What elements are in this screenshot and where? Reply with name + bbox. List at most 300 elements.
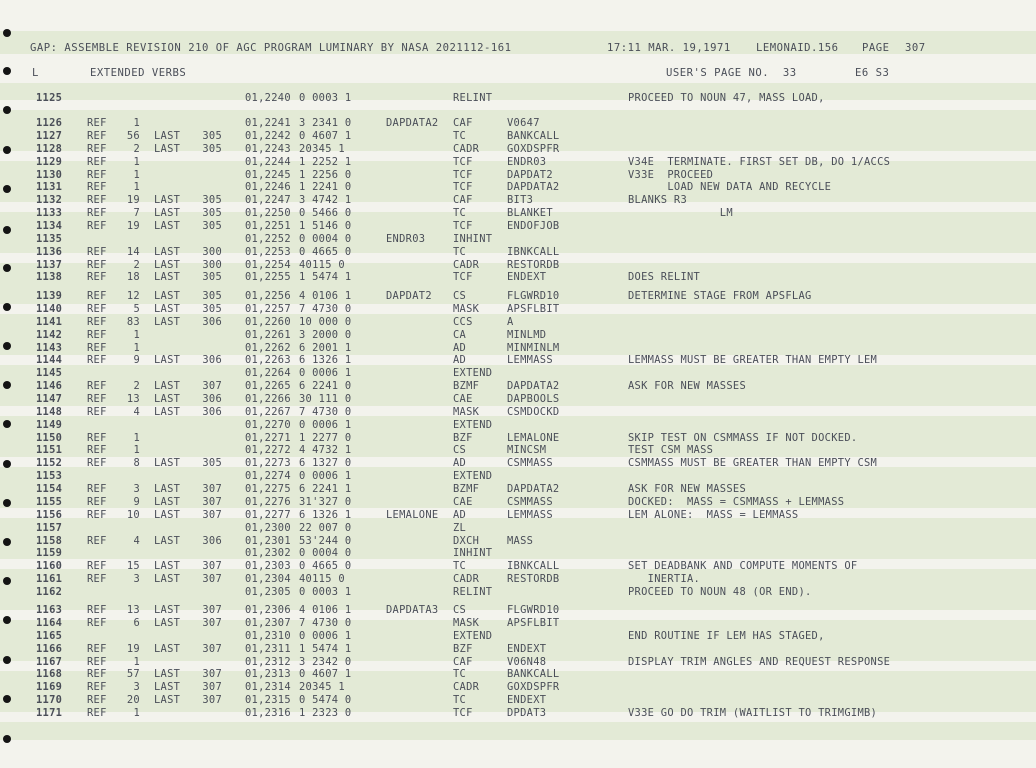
row-refnum: 56 [126,129,140,142]
row-operand: V06N48 [507,655,547,668]
row-addr: 01,2271 [245,431,291,444]
row-refnum: 19 [126,642,140,655]
row-comment: LOAD NEW DATA AND RECYCLE [628,181,832,194]
row-last: LAST [154,245,181,258]
row-code: 6 2241 1 [299,483,352,495]
row-last: LAST [154,302,181,315]
row-ref: REF [87,393,107,405]
row-operand: DAPDATA2 [507,181,560,194]
row-op: RELINT [453,586,493,598]
row-code: 0 5466 0 [299,207,352,220]
feed-hole [3,460,11,468]
row-refnum: 2 [133,258,140,271]
row-line: 1144 [36,354,63,367]
row-op: CCS [453,315,473,328]
row-code: 1 2241 0 [299,181,352,194]
feed-hole [3,538,11,546]
row-op: TCF [453,220,473,232]
row-operand: BIT3 [507,194,534,207]
feed-hole [3,735,11,743]
row-addr: 01,2307 [245,616,291,629]
feed-hole [3,577,11,585]
row-code: 0 0006 1 [299,470,352,483]
row-op: CADR [453,573,480,586]
row-code: 22 007 0 [299,521,352,534]
row-operand: LEMMASS [507,354,553,367]
row-code: 1 2277 0 [299,431,352,444]
row-line: 1170 [36,694,63,707]
row-addr: 01,2257 [245,302,291,315]
row-addr: 01,2265 [245,380,291,393]
row-addr: 01,2247 [245,194,291,207]
row-addr: 01,2254 [245,258,291,271]
row-code: 30 111 0 [299,393,352,405]
row-refnum: 7 [133,207,140,220]
row-code: 0 0006 1 [299,418,352,431]
row-refnum: 1 [133,431,140,444]
row-ref: REF [87,245,107,258]
row-line: 1130 [36,168,63,181]
row-op: TCF [453,155,473,168]
row-code: 0 4665 0 [299,245,352,258]
row-ref: REF [87,290,107,302]
row-op: CAF [453,117,473,129]
row-comment: V33E GO DO TRIM (WAITLIST TO TRIMGIMB) [628,707,878,719]
row-addr: 01,2264 [245,367,291,380]
row-comment: TEST CSM MASS [628,444,714,457]
row-lastnum: 305 [202,302,222,315]
row-op: INHINT [453,547,493,560]
greenbar-band [0,83,1036,100]
row-addr: 01,2263 [245,354,291,367]
row-operand: BLANKET [507,207,553,220]
row-op: AD [453,341,467,354]
row-addr: 01,2275 [245,483,291,495]
row-op: TC [453,207,467,220]
row-code: 0 0003 1 [299,92,352,104]
row-lastnum: 306 [202,315,222,328]
row-operand: DAPDATA2 [507,380,560,393]
row-ref: REF [87,207,107,220]
row-op: EXTEND [453,629,493,642]
row-lastnum: 307 [202,694,222,707]
row-comment: LM [628,207,733,220]
row-ref: REF [87,315,107,328]
row-refnum: 1 [133,341,140,354]
row-operand: CSMMASS [507,457,553,470]
row-addr: 01,2267 [245,405,291,418]
row-line: 1132 [36,194,63,207]
row-ref: REF [87,155,107,168]
row-refnum: 1 [133,155,140,168]
row-code: 4 4732 1 [299,444,352,457]
row-addr: 01,2303 [245,560,291,573]
row-code: 10 000 0 [299,315,352,328]
row-addr: 01,2240 [245,92,291,104]
row-last: LAST [154,483,181,495]
row-ref: REF [87,681,107,694]
row-comment: DOCKED: MASS = CSMMASS + LEMMASS [628,495,845,508]
row-code: 0 0006 1 [299,367,352,380]
greenbar-band [0,722,1036,740]
row-operand: DAPDATA2 [507,483,560,495]
row-refnum: 1 [133,707,140,719]
row-ref: REF [87,181,107,194]
row-comment: ASK FOR NEW MASSES [628,483,747,495]
row-op: AD [453,354,467,367]
row-operand: ENDEXT [507,694,547,707]
row-refnum: 1 [133,328,140,341]
row-lastnum: 305 [202,129,222,142]
row-last: LAST [154,534,181,547]
feed-hole [3,264,11,272]
row-comment: INERTIA. [628,573,701,586]
row-op: TC [453,129,467,142]
row-lastnum: 305 [202,142,222,155]
row-lastnum: 305 [202,271,222,284]
row-operand: IBNKCALL [507,560,560,573]
row-refnum: 3 [133,573,140,586]
row-line: 1152 [36,457,63,470]
row-op: DXCH [453,534,480,547]
row-lastnum: 306 [202,354,222,367]
row-last: LAST [154,573,181,586]
row-code: 0 0004 0 [299,547,352,560]
feed-hole [3,106,11,114]
row-operand: V0647 [507,117,540,129]
row-ref: REF [87,668,107,681]
row-line: 1164 [36,616,63,629]
row-refnum: 15 [126,560,140,573]
row-line: 1158 [36,534,63,547]
row-refnum: 2 [133,380,140,393]
row-code: 40115 0 [299,573,345,586]
row-op: RELINT [453,92,493,104]
row-op: CAE [453,393,473,405]
row-line: 1129 [36,155,63,168]
row-code: 6 1326 1 [299,354,352,367]
row-lastnum: 307 [202,642,222,655]
row-addr: 01,2272 [245,444,291,457]
row-op: EXTEND [453,418,493,431]
row-comment: LEMMASS MUST BE GREATER THAN EMPTY LEM [628,354,878,367]
feed-hole [3,499,11,507]
row-op: CAF [453,655,473,668]
row-refnum: 10 [126,508,140,521]
row-op: TCF [453,168,473,181]
row-lastnum: 305 [202,457,222,470]
row-code: 1 5146 0 [299,220,352,232]
row-operand: MASS [507,534,534,547]
feed-hole [3,342,11,350]
row-operand: ENDOFJOB [507,220,560,232]
row-operand: MINLMD [507,328,547,341]
row-operand: LEMMASS [507,508,553,521]
row-refnum: 5 [133,302,140,315]
row-ref: REF [87,354,107,367]
row-ref: REF [87,694,107,707]
row-op: INHINT [453,232,493,245]
source-file: LEMONAID.156 [756,42,839,54]
row-code: 1 5474 1 [299,642,352,655]
print-timestamp: 17:11 MAR. 19,1971 [607,42,731,54]
row-last: LAST [154,129,181,142]
row-last: LAST [154,315,181,328]
row-ref: REF [87,444,107,457]
row-refnum: 1 [133,168,140,181]
row-operand: A [507,315,514,328]
row-line: 1147 [36,393,63,405]
row-ref: REF [87,129,107,142]
row-code: 0 0006 1 [299,629,352,642]
row-refnum: 9 [133,495,140,508]
row-line: 1128 [36,142,63,155]
row-comment: SET DEADBANK AND COMPUTE MOMENTS OF [628,560,858,573]
row-code: 3 2341 0 [299,117,352,129]
row-ref: REF [87,341,107,354]
row-refnum: 8 [133,457,140,470]
row-addr: 01,2277 [245,508,291,521]
row-operand: ENDEXT [507,271,547,284]
row-comment: PROCEED TO NOUN 48 (OR END). [628,586,812,598]
row-lastnum: 307 [202,508,222,521]
row-op: CAF [453,194,473,207]
row-line: 1155 [36,495,63,508]
row-op: TC [453,560,467,573]
row-refnum: 1 [133,444,140,457]
row-op: BZF [453,642,473,655]
row-comment: CSMMASS MUST BE GREATER THAN EMPTY CSM [628,457,878,470]
row-line: 1134 [36,220,63,232]
row-last: LAST [154,457,181,470]
row-last: LAST [154,681,181,694]
row-addr: 01,2256 [245,290,291,302]
row-code: 53'244 0 [299,534,352,547]
row-comment: PROCEED TO NOUN 47, MASS LOAD, [628,92,825,104]
feed-hole [3,146,11,154]
row-op: EXTEND [453,367,493,380]
row-addr: 01,2313 [245,668,291,681]
row-addr: 01,2252 [245,232,291,245]
row-comment: BLANKS R3 [628,194,688,207]
row-line: 1146 [36,380,63,393]
row-addr: 01,2304 [245,573,291,586]
row-refnum: 4 [133,534,140,547]
row-last: LAST [154,604,181,616]
row-addr: 01,2306 [245,604,291,616]
row-op: TC [453,245,467,258]
row-line: 1148 [36,405,63,418]
row-ref: REF [87,573,107,586]
row-last: LAST [154,290,181,302]
row-addr: 01,2314 [245,681,291,694]
row-operand: ENDEXT [507,642,547,655]
row-ref: REF [87,168,107,181]
row-line: 1154 [36,483,63,495]
row-last: LAST [154,393,181,405]
row-code: 0 4665 0 [299,560,352,573]
row-code: 40115 0 [299,258,345,271]
row-ref: REF [87,271,107,284]
row-lastnum: 305 [202,194,222,207]
page-number: 307 [905,42,926,54]
row-refnum: 83 [126,315,140,328]
row-last: LAST [154,354,181,367]
row-refnum: 20 [126,694,140,707]
row-code: 7 4730 0 [299,302,352,315]
row-line: 1139 [36,290,63,302]
row-comment: LEM ALONE: MASS = LEMMASS [628,508,799,521]
row-op: TCF [453,707,473,719]
row-ref: REF [87,495,107,508]
row-ref: REF [87,604,107,616]
row-addr: 01,2315 [245,694,291,707]
row-op: AD [453,457,467,470]
row-last: LAST [154,258,181,271]
row-lastnum: 300 [202,245,222,258]
row-comment: V34E TERMINATE. FIRST SET DB, DO 1/ACCS [628,155,891,168]
row-ref: REF [87,707,107,719]
row-op: CADR [453,142,480,155]
row-code: 3 2342 0 [299,655,352,668]
row-op: CS [453,444,467,457]
row-label: DAPDATA3 [386,604,439,616]
row-label: DAPDAT2 [386,290,432,302]
row-addr: 01,2274 [245,470,291,483]
row-op: MASK [453,302,480,315]
row-op: EXTEND [453,470,493,483]
row-addr: 01,2245 [245,168,291,181]
row-last: LAST [154,694,181,707]
listing-marker: L [32,67,39,79]
row-operand: FLGWRD10 [507,290,560,302]
row-lastnum: 307 [202,495,222,508]
row-line: 1151 [36,444,63,457]
feed-hole [3,616,11,624]
row-last: LAST [154,194,181,207]
row-addr: 01,2273 [245,457,291,470]
row-line: 1141 [36,315,63,328]
row-operand: CSMDOCKD [507,405,560,418]
row-operand: APSFLBIT [507,302,560,315]
row-op: MASK [453,616,480,629]
row-code: 20345 1 [299,681,345,694]
row-last: LAST [154,380,181,393]
row-ref: REF [87,117,107,129]
row-line: 1169 [36,681,63,694]
row-ref: REF [87,655,107,668]
row-label: ENDR03 [386,232,426,245]
feed-hole [3,67,11,75]
row-lastnum: 307 [202,668,222,681]
row-op: AD [453,508,467,521]
row-last: LAST [154,495,181,508]
row-line: 1159 [36,547,63,560]
row-addr: 01,2276 [245,495,291,508]
row-lastnum: 307 [202,573,222,586]
row-code: 7 4730 0 [299,616,352,629]
row-line: 1165 [36,629,63,642]
row-addr: 01,2255 [245,271,291,284]
row-op: CADR [453,258,480,271]
row-line: 1127 [36,129,63,142]
page-label: PAGE [862,42,890,54]
row-operand: CSMMASS [507,495,553,508]
row-lastnum: 305 [202,220,222,232]
row-lastnum: 307 [202,483,222,495]
row-line: 1137 [36,258,63,271]
row-last: LAST [154,142,181,155]
row-line: 1171 [36,707,63,719]
row-last: LAST [154,271,181,284]
row-addr: 01,2312 [245,655,291,668]
sheet-ref: E6 S3 [855,67,890,79]
row-operand: MINMINLM [507,341,560,354]
row-op: BZMF [453,380,480,393]
row-line: 1140 [36,302,63,315]
feed-hole [3,29,11,37]
feed-hole [3,226,11,234]
row-operand: APSFLBIT [507,616,560,629]
row-code: 6 1327 0 [299,457,352,470]
row-comment: DETERMINE STAGE FROM APSFLAG [628,290,812,302]
row-code: 0 4607 1 [299,668,352,681]
row-line: 1156 [36,508,63,521]
row-operand: DPDAT3 [507,707,547,719]
row-last: LAST [154,207,181,220]
row-line: 1131 [36,181,63,194]
row-ref: REF [87,258,107,271]
row-op: TCF [453,181,473,194]
row-refnum: 19 [126,220,140,232]
row-addr: 01,2244 [245,155,291,168]
row-operand: BANKCALL [507,668,560,681]
row-addr: 01,2260 [245,315,291,328]
row-refnum: 13 [126,604,140,616]
row-addr: 01,2310 [245,629,291,642]
row-op: CA [453,328,467,341]
row-addr: 01,2241 [245,117,291,129]
row-ref: REF [87,534,107,547]
row-line: 1163 [36,604,63,616]
row-code: 1 2323 0 [299,707,352,719]
row-addr: 01,2262 [245,341,291,354]
row-refnum: 3 [133,483,140,495]
row-code: 4 0106 1 [299,290,352,302]
feed-hole [3,420,11,428]
row-refnum: 6 [133,616,140,629]
feed-hole [3,695,11,703]
row-op: TCF [453,271,473,284]
row-code: 0 4607 1 [299,129,352,142]
row-lastnum: 307 [202,380,222,393]
row-refnum: 9 [133,354,140,367]
row-last: LAST [154,220,181,232]
row-last: LAST [154,405,181,418]
row-refnum: 2 [133,142,140,155]
row-code: 1 2256 0 [299,168,352,181]
row-code: 31'327 0 [299,495,352,508]
row-code: 0 0004 0 [299,232,352,245]
row-refnum: 1 [133,655,140,668]
row-addr: 01,2301 [245,534,291,547]
row-lastnum: 300 [202,258,222,271]
row-line: 1138 [36,271,63,284]
row-last: LAST [154,616,181,629]
row-code: 1 2252 1 [299,155,352,168]
row-line: 1161 [36,573,63,586]
row-lastnum: 306 [202,393,222,405]
